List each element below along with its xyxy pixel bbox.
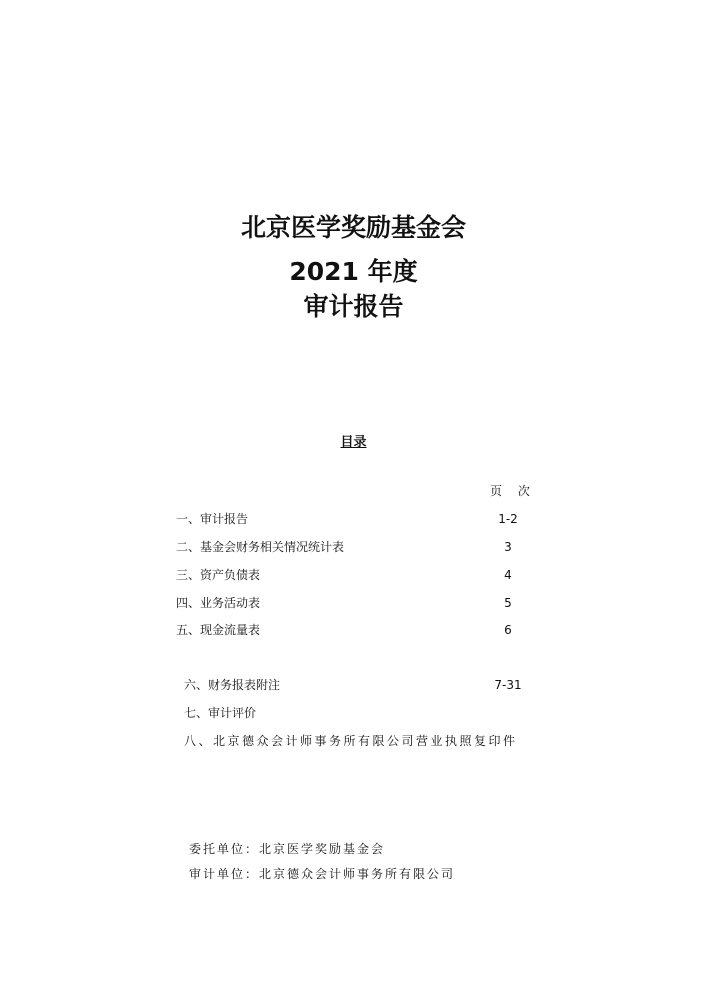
toc-item-page: 1-2 bbox=[498, 512, 518, 526]
toc-item-label: 八、北京德众会计师事务所有限公司营业执照复印件 bbox=[184, 734, 518, 748]
toc-item-6 bbox=[184, 676, 544, 694]
toc-item-page: 6 bbox=[504, 623, 512, 637]
toc-item-page: 4 bbox=[504, 568, 512, 582]
toc-item-7 bbox=[184, 704, 544, 722]
report-title-name: 审计报告 bbox=[303, 292, 404, 321]
toc-item-label: 三、资产负债表 bbox=[176, 568, 261, 582]
auditor-line: 审计单位：北京德众会计师事务所有限公司 bbox=[189, 867, 456, 881]
client-line: 委托单位：北京医学奖励基金会 bbox=[189, 842, 386, 856]
toc-page-column-header: 页 次 bbox=[490, 484, 536, 498]
toc-item-page: 5 bbox=[504, 596, 512, 610]
toc-item-5 bbox=[176, 621, 536, 639]
toc-item-label: 二、基金会财务相关情况统计表 bbox=[176, 540, 345, 554]
report-title-org: 北京医学奖励基金会 bbox=[240, 213, 466, 242]
toc-heading: 目录 bbox=[340, 435, 367, 450]
toc-item-label: 六、财务报表附注 bbox=[184, 678, 281, 692]
toc-item-label: 一、审计报告 bbox=[176, 512, 249, 526]
report-title-year: 2021 年度 bbox=[289, 257, 418, 286]
toc-item-label: 四、业务活动表 bbox=[176, 596, 261, 610]
toc-item-label: 五、现金流量表 bbox=[176, 623, 261, 637]
toc-item-label: 七、审计评价 bbox=[184, 706, 257, 720]
toc-item-8 bbox=[184, 732, 544, 750]
toc-item-1 bbox=[176, 510, 536, 528]
toc-item-4 bbox=[176, 594, 536, 612]
toc-item-2 bbox=[176, 538, 536, 556]
toc-item-page: 7-31 bbox=[494, 678, 522, 692]
toc-item-page: 3 bbox=[504, 540, 512, 554]
toc-item-3 bbox=[176, 566, 536, 584]
